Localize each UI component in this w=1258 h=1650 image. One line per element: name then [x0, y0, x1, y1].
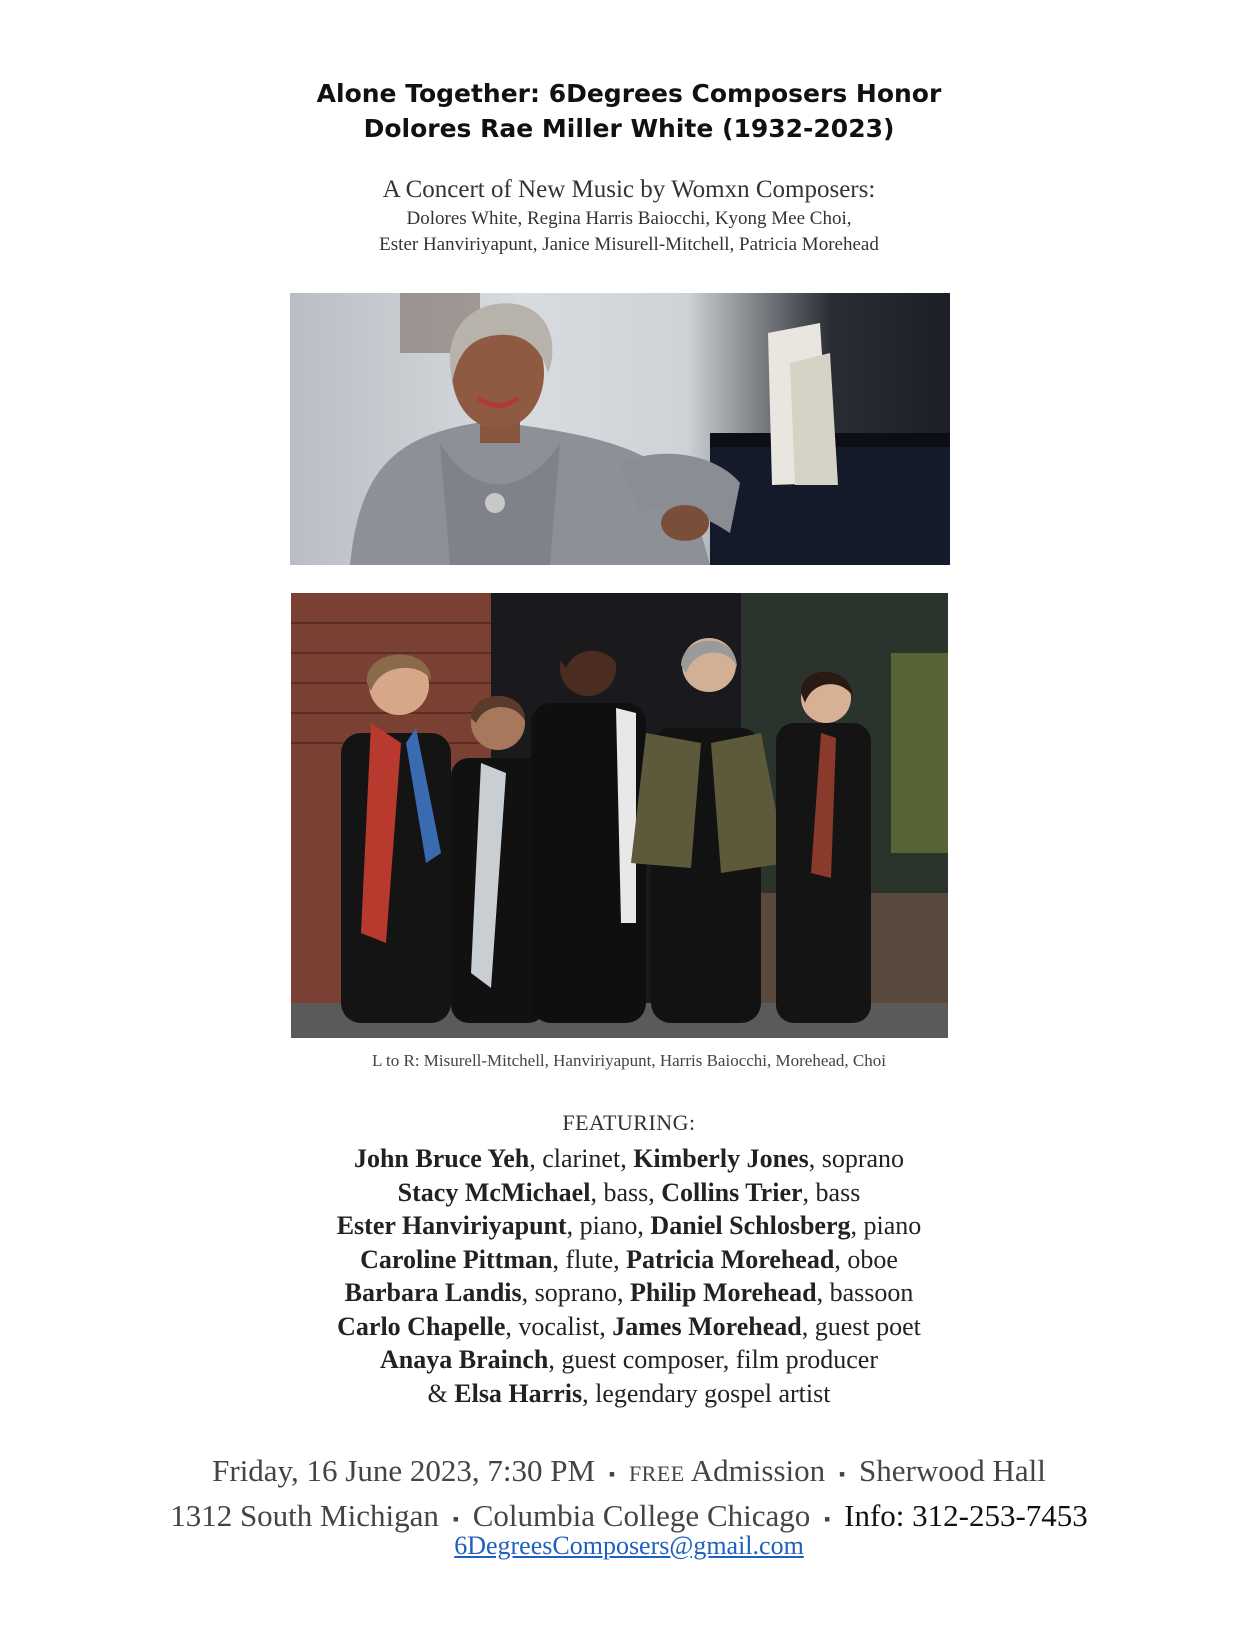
performer-row	[0, 1209, 1258, 1243]
performer-role: , bass,	[590, 1177, 662, 1207]
composer-names-line-2: Ester Hanviriyapunt, Janice Misurell-Mitchell, Patricia Morehead	[379, 234, 879, 255]
performer-name: Carlo Chapelle	[337, 1311, 506, 1341]
hand	[661, 505, 709, 541]
performer-name: Patricia Morehead	[626, 1244, 835, 1274]
composer-names-line-1: Dolores White, Regina Harris Baiocchi, Kyong Mee Choi,	[406, 208, 852, 229]
performer-role: , bass	[802, 1177, 861, 1207]
title-line-1: Alone Together: 6Degrees Composers Honor	[316, 79, 942, 108]
separator-icon: ▪	[608, 1463, 616, 1484]
subtitle-lead: A Concert of New Music by Womxn Composers:	[382, 176, 876, 203]
venue: Sherwood Hall	[859, 1453, 1046, 1488]
performer-role: , legendary gospel artist	[582, 1378, 831, 1408]
ampersand: &	[427, 1378, 455, 1408]
performer-role: , flute,	[552, 1244, 627, 1274]
performer-name: Caroline Pittman	[360, 1244, 553, 1274]
performer-row	[0, 1343, 1258, 1377]
title-line-2: Dolores Rae Miller White (1932-2023)	[363, 114, 895, 143]
window-reflection	[891, 653, 948, 853]
event-date: Friday, 16 June 2023, 7:30 PM	[212, 1453, 596, 1488]
performer-name: Kimberly Jones	[633, 1144, 809, 1173]
group-photo	[291, 593, 948, 1038]
performer-role: , piano	[850, 1211, 922, 1240]
performer-name: Collins Trier	[661, 1177, 803, 1207]
pendant	[485, 493, 505, 513]
performer-name: James Morehead	[612, 1311, 802, 1341]
performer-name: Stacy McMichael	[397, 1177, 591, 1207]
admission-label: Admission	[684, 1453, 826, 1488]
performer-name: Ester Hanviriyapunt	[336, 1211, 567, 1240]
performer-role: , soprano,	[521, 1278, 630, 1307]
separator-icon: ▪	[838, 1463, 846, 1484]
performer-name: John Bruce Yeh	[353, 1144, 530, 1173]
performer-role: , oboe	[834, 1244, 898, 1274]
event-details	[0, 1450, 1258, 1540]
address: 1312 South Michigan	[170, 1498, 439, 1533]
performer-row	[0, 1276, 1258, 1310]
performer-role: , bassoon	[816, 1278, 914, 1307]
college: Columbia College Chicago	[472, 1498, 811, 1533]
sheet-music-2	[790, 353, 838, 485]
performer-name: Barbara Landis	[344, 1278, 522, 1307]
performer-row	[0, 1377, 1258, 1411]
performer-name: Elsa Harris	[454, 1378, 583, 1408]
group-illustration	[291, 593, 948, 1038]
free-label: FREE	[628, 1461, 685, 1486]
performer-role: , piano,	[566, 1211, 651, 1240]
performer-role: , guest composer, film producer	[548, 1345, 878, 1374]
page-title	[0, 76, 1258, 146]
featuring-label: FEATURING:	[562, 1110, 696, 1135]
performer-name: Philip Morehead	[629, 1278, 817, 1307]
portrait-illustration	[290, 293, 950, 565]
performer-role: , soprano	[808, 1144, 905, 1173]
photo-caption: L to R: Misurell-Mitchell, Hanviriyapunt, Harris Baiocchi, Morehead, Choi	[372, 1051, 886, 1070]
performer-name: Daniel Schlosberg	[650, 1211, 851, 1240]
info-phone: Info: 312-253-7453	[844, 1498, 1088, 1533]
separator-icon: ▪	[452, 1508, 459, 1529]
event-line-1	[0, 1450, 1258, 1495]
performer-row	[0, 1243, 1258, 1277]
performer-name: Anaya Brainch	[380, 1345, 549, 1374]
performer-row	[0, 1310, 1258, 1344]
performers-list	[0, 1142, 1258, 1410]
separator-icon: ▪	[824, 1508, 831, 1529]
performer-row	[0, 1142, 1258, 1176]
performer-role: , guest poet	[801, 1311, 921, 1341]
email-link[interactable]: 6DegreesComposers@gmail.com	[454, 1531, 804, 1560]
subtitle-block	[0, 174, 1258, 258]
performer-role: , clarinet,	[529, 1144, 634, 1173]
person-5	[776, 672, 871, 1023]
email-block	[0, 1531, 1258, 1561]
performer-role: , vocalist,	[505, 1311, 613, 1341]
performer-row	[0, 1176, 1258, 1210]
portrait-photo	[290, 293, 950, 565]
